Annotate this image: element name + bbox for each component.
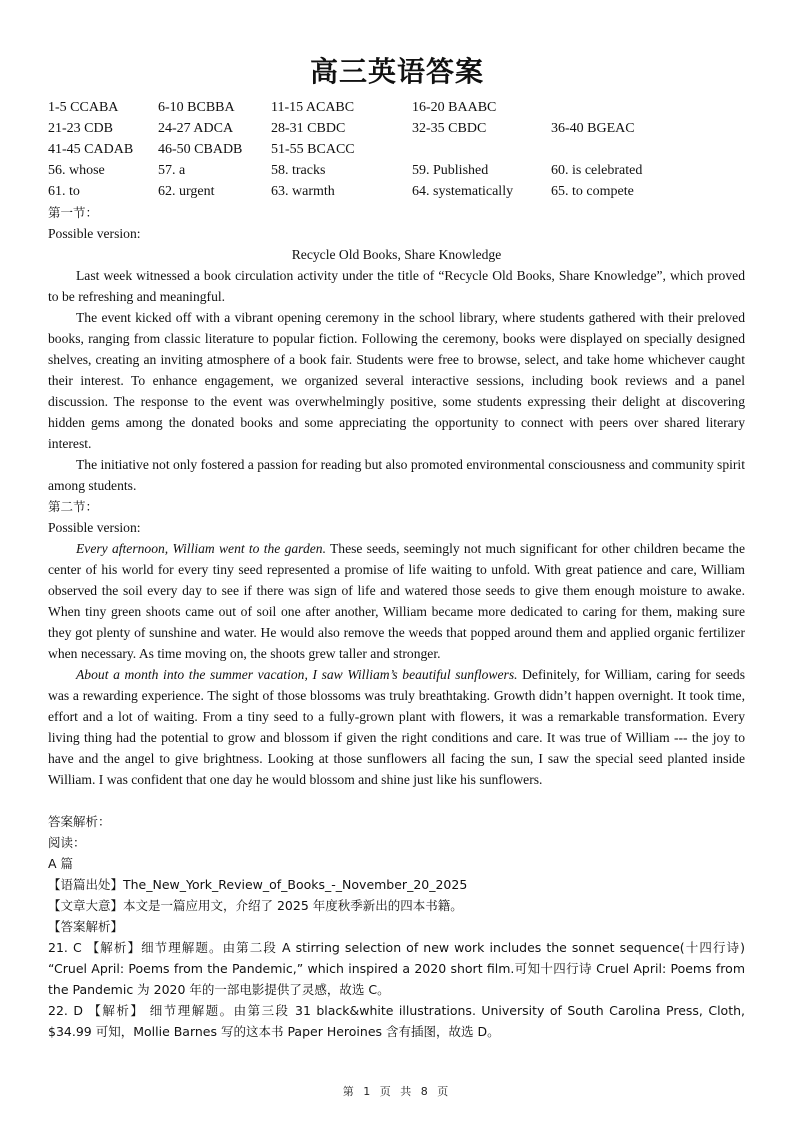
answer-cell: 46-50 CBADB: [158, 142, 243, 157]
reading-heading: 阅读：: [48, 835, 86, 850]
answer-cell: 59. Published: [412, 163, 489, 178]
answer-cell: 32-35 CBDC: [412, 121, 487, 136]
paragraph-lead-sentence: About a month into the summer vacation, I saw William’s beautiful sunflowers.: [76, 667, 518, 682]
paragraph-text: Definitely, for William, caring for seeds was a rewarding experience. The sight of those blossoms was truly breathtaking. Growth didn’t happen overnight. It took time, effort and a lot of waiting. From a tiny seed to a fully-grown plant with flowers, it was a remarkable transformation. Every living thing had the potential to grow and blossom if given the right conditions and care. It was true of William --- the joy to have and the angel to give brightness. Looking at those sunflowers all facing the sun, I saw the special seed planted inside William. I was confident that one day he would blossom and shine just like his sunflowers.: [48, 667, 745, 787]
section2-heading: 第二节：: [48, 499, 99, 514]
paragraph-text: These seeds, seemingly not much significant for other children became the center of his world for every tiny seed represented a promise of life waiting to unfold. With great patience and care, William observed the soil every day to see if there was sign of life and watered those seeds to give them enough moisture to awake. When tiny green shoots came out of soil one after another, William became more dedicated to caring for them, making sure they got plenty of sunshine and water. He would also remove the weeds that popped around them and applied organic fertilizer when necessary. As time moving on, the shoots grew taller and stronger.: [48, 541, 745, 661]
document-body: [48, 202, 745, 1042]
answer-cell: 61. to: [48, 184, 80, 199]
spacer: [48, 790, 745, 811]
part-label: A 篇: [48, 856, 74, 871]
section1-heading: 第一节：: [48, 205, 99, 220]
main-idea-line: 【文章大意】本文是一篇应用文，介绍了 2025 年度秋季新出的四本书籍。: [48, 898, 463, 913]
section1-paragraph: Last week witnessed a book circulation activity under the title of “Recycle Old Books, Share Knowledge”, which proved to be refreshing and meaningful.: [48, 268, 745, 304]
answer-cell: 36-40 BGEAC: [551, 121, 635, 136]
section1-possible-version: Possible version:: [48, 226, 141, 241]
analysis-item: 21. C 【解析】细节理解题。由第二段 A stirring selection of new work includes the sonnet sequence(十四行诗) “Cruel April: Poems from the Pandemic,” which inspired a 2020 short film.可知十四行诗 Cruel April: Poems from the Pandemic 为 2020 年的一部电影提供了灵感，故选 C。: [48, 940, 745, 997]
answer-cell: 11-15 ACABC: [271, 100, 355, 115]
answer-cell: 56. whose: [48, 163, 105, 178]
answer-row: [48, 139, 768, 160]
answer-grid: [48, 97, 768, 202]
answer-cell: 65. to compete: [551, 184, 634, 199]
paragraph-lead-sentence: Every afternoon, William went to the garden.: [76, 541, 326, 556]
source-line: 【语篇出处】The_New_York_Review_of_Books_-_November_20_2025: [48, 877, 468, 892]
essay-title: Recycle Old Books, Share Knowledge: [291, 247, 502, 262]
answer-cell: 21-23 CDB: [48, 121, 113, 136]
answer-cell: 24-27 ADCA: [158, 121, 234, 136]
answer-cell: 58. tracks: [271, 163, 326, 178]
page-title: 高三英语答案: [309, 55, 484, 88]
answer-analysis-heading: 【答案解析】: [48, 919, 124, 934]
section2-paragraph: [48, 538, 745, 664]
answer-cell: 63. warmth: [271, 184, 335, 199]
analysis-item: 22. D 【解析】 细节理解题。由第三段 31 black&white illustrations. University of South Carolina Press, Cloth, $34.99 可知，Mollie Barnes 写的这本书 Paper Heroines 含有插图，故选 D。: [48, 1003, 745, 1039]
section2-paragraph: [48, 664, 745, 790]
answer-cell: 1-5 CCABA: [48, 100, 119, 115]
answer-cell: 57. a: [158, 163, 186, 178]
answer-cell: 62. urgent: [158, 184, 215, 199]
section1-paragraph: The event kicked off with a vibrant opening ceremony in the school library, where students gathered with their preloved books, ranging from classic literature to popular fiction. Following the ceremony, books were displayed on specially designed shelves, creating an inviting atmosphere of a book fair. Students were free to browse, select, and take home whichever caught their interest. To enhance engagement, we organized several interactive sessions, including book reviews and a panel discussion. The response to the event was overwhelmingly positive, some students expressing their delight at discovering hidden gems among the donated books and some appreciating the opportunity to connect with peers over shared literary interest.: [48, 310, 745, 451]
answer-cell: 64. systematically: [412, 184, 514, 199]
section1-paragraph: The initiative not only fostered a passion for reading but also promoted environmental consciousness and community spirit among students.: [48, 457, 745, 493]
answer-cell: 41-45 CADAB: [48, 142, 134, 157]
answer-cell: 60. is celebrated: [551, 163, 643, 178]
answer-row: [48, 97, 768, 118]
analysis-heading: 答案解析：: [48, 814, 111, 829]
answer-cell: 16-20 BAABC: [412, 100, 497, 115]
section2-possible-version: Possible version:: [48, 520, 141, 535]
answer-row: [48, 181, 768, 202]
answer-row: [48, 160, 768, 181]
answer-cell: 51-55 BCACC: [271, 142, 355, 157]
answer-row: [48, 118, 768, 139]
answer-cell: 6-10 BCBBA: [158, 100, 235, 115]
page-number: 第 1 页 共 8 页: [342, 1085, 452, 1098]
answer-cell: 28-31 CBDC: [271, 121, 346, 136]
